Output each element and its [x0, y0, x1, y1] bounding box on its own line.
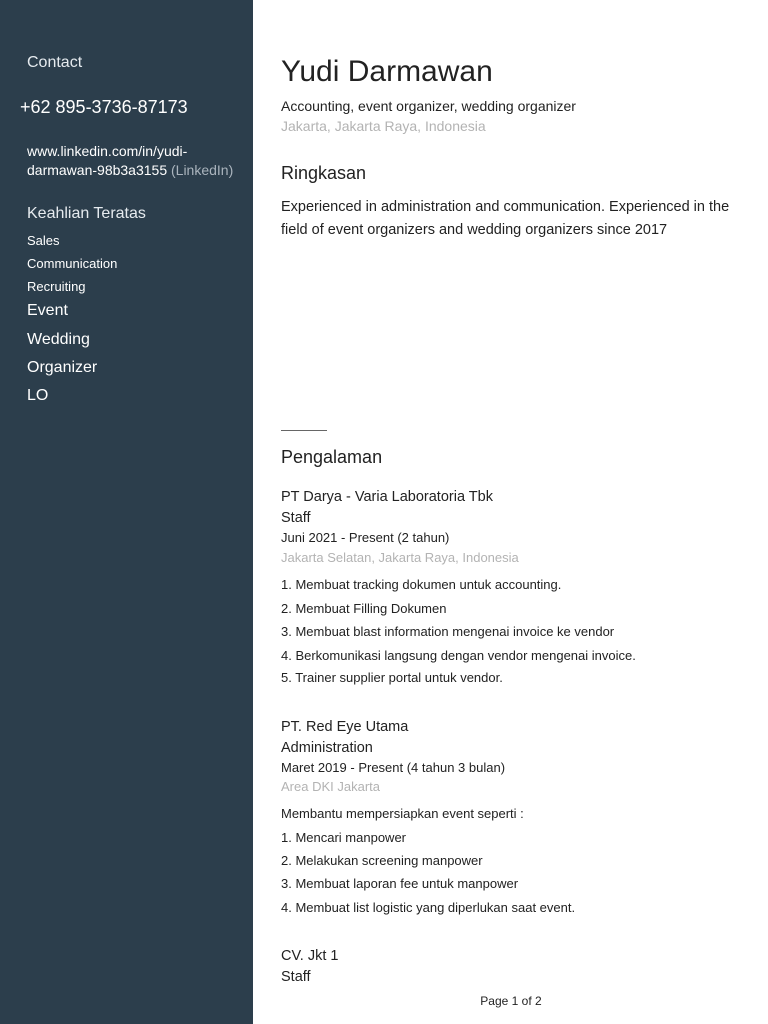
job-bullet: 1. Mencari manpower	[281, 830, 406, 845]
job-bullet: 2. Membuat Filling Dokumen	[281, 601, 447, 616]
job-bullet: 2. Melakukan screening manpower	[281, 853, 483, 868]
job-role: Administration	[281, 740, 373, 756]
section-divider	[281, 430, 327, 431]
summary-text: Experienced in administration and communication. Experienced in the field of event organizers and wedding organizers since 2017	[281, 199, 730, 238]
page-number: Page 1 of 2	[480, 994, 542, 1008]
profile-location: Jakarta, Jakarta Raya, Indonesia	[281, 118, 486, 134]
skill-item: Communication	[27, 256, 118, 271]
job-dates: Juni 2021 - Present (2 tahun)	[281, 530, 450, 545]
skills-heading: Keahlian Teratas	[27, 205, 146, 222]
job-bullet: 4. Membuat list logistic yang diperlukan saat event.	[281, 900, 576, 915]
skill-item: Sales	[27, 233, 60, 248]
sidebar	[0, 0, 253, 1024]
profile-headline: Accounting, event organizer, wedding organizer	[281, 98, 576, 114]
job-dates: Maret 2019 - Present (4 tahun 3 bulan)	[281, 760, 506, 775]
skill-item: Wedding	[27, 331, 90, 348]
skill-item: LO	[27, 387, 49, 404]
job-location: Jakarta Selatan, Jakarta Raya, Indonesia	[281, 550, 519, 565]
job-bullet: 3. Membuat laporan fee untuk manpower	[281, 876, 519, 891]
job-role: Staff	[281, 510, 311, 526]
job-company: CV. Jkt 1	[281, 948, 339, 964]
job-role: Staff	[281, 969, 311, 985]
job-bullet: 1. Membuat tracking dokumen untuk accounting.	[281, 577, 562, 592]
job-bullet: 3. Membuat blast information mengenai invoice ke vendor	[281, 624, 615, 639]
job-location: Area DKI Jakarta	[281, 779, 380, 794]
experience-heading: Pengalaman	[281, 447, 383, 467]
job-intro: Membantu mempersiapkan event seperti :	[281, 806, 524, 821]
job-bullet: 5. Trainer supplier portal untuk vendor.	[281, 670, 503, 685]
linkedin-tag: (LinkedIn)	[171, 162, 234, 178]
profile-name: Yudi Darmawan	[281, 55, 493, 88]
phone-number: +62 895-3736-87173	[20, 97, 188, 117]
summary-heading: Ringkasan	[281, 163, 367, 183]
linkedin-link[interactable]: www.linkedin.com/in/yudi-darmawan-98b3a3155	[27, 143, 188, 178]
linkedin-contact	[27, 142, 242, 180]
skill-item: Recruiting	[27, 279, 86, 294]
skill-item: Event	[27, 302, 68, 319]
job-company: PT. Red Eye Utama	[281, 719, 409, 735]
skill-item: Organizer	[27, 359, 98, 376]
contact-heading: Contact	[27, 54, 83, 71]
job-bullet: 4. Berkomunikasi langsung dengan vendor mengenai invoice.	[281, 648, 636, 663]
job-company: PT Darya - Varia Laboratoria Tbk	[281, 489, 493, 505]
